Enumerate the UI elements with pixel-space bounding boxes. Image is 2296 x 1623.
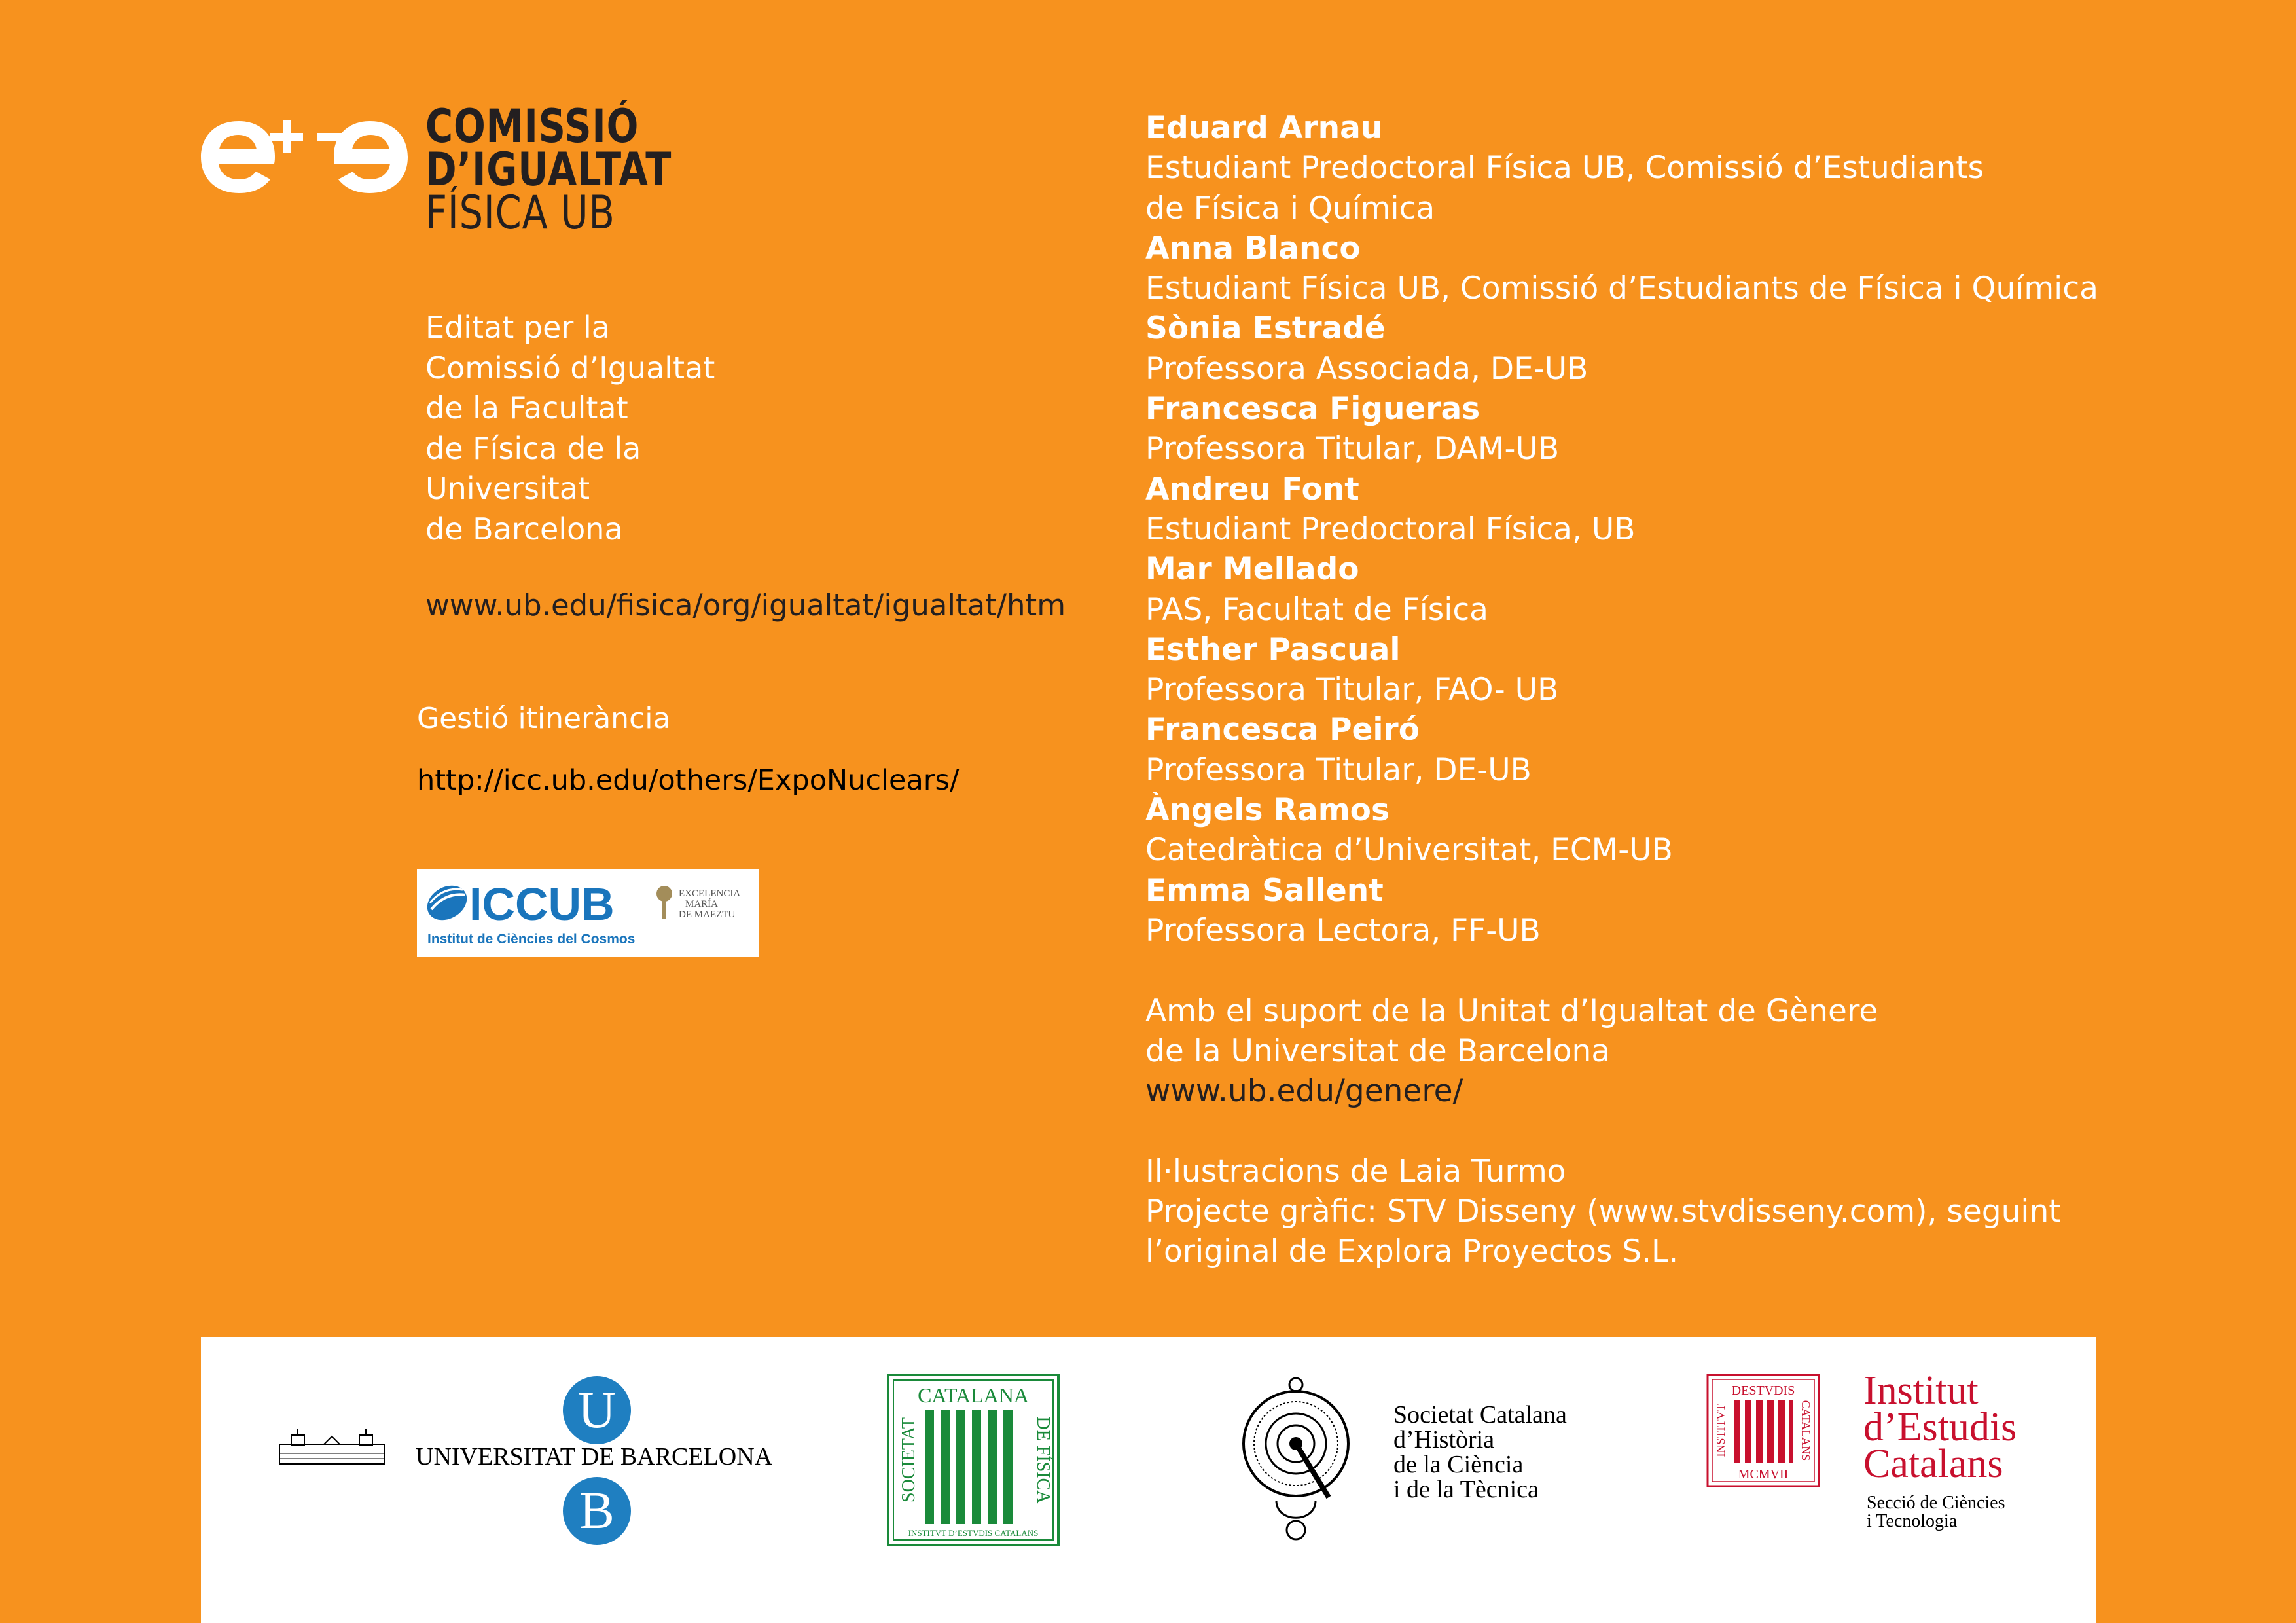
credit-role: Estudiant Física UB, Comissió d’Estudiants de Física i Química bbox=[1145, 270, 2098, 307]
publisher-line: Universitat bbox=[425, 471, 590, 506]
credit-role: Professora Titular, DE-UB bbox=[1145, 752, 1532, 788]
illustrations-line-1: Il·lustracions de Laia Turmo bbox=[1145, 1153, 1566, 1190]
publisher-url-link[interactable]: www.ub.edu/fisica/org/igualtat/igualtat/htm bbox=[425, 588, 1066, 623]
iccub-subtitle: Institut de Ciències del Cosmos bbox=[427, 932, 636, 947]
iccub-swirl-icon bbox=[421, 879, 473, 927]
logo-line-1: COMISSIÓ bbox=[425, 100, 639, 153]
illustrations-line-2: Projecte gràfic: STV Disseny (www.stvdisseny.com), seguint bbox=[1145, 1194, 2061, 1230]
credit-name: Emma Sallent bbox=[1145, 872, 1384, 909]
svg-text:CATALANA: CATALANA bbox=[918, 1383, 1029, 1407]
ub-letter-b: B bbox=[563, 1477, 631, 1545]
publisher-line: de la Facultat bbox=[425, 390, 628, 426]
comissio-igualtat-logo-text bbox=[425, 100, 726, 240]
logo-line-3: FÍSICA UB bbox=[425, 186, 615, 240]
support-line-1: Amb el suport de la Unitat d’Igualtat de Gènere bbox=[1145, 993, 1878, 1029]
credit-role: Estudiant Predoctoral Física UB, Comissió d’Estudiants bbox=[1145, 150, 1984, 187]
itinerancia-url-link[interactable]: http://icc.ub.edu/others/ExpoNuclears/ bbox=[417, 764, 960, 797]
iccub-logo-graphic bbox=[417, 869, 759, 957]
svg-text:INSTITVT: INSTITVT bbox=[1714, 1404, 1727, 1457]
publisher-line: de Física de la bbox=[425, 430, 641, 466]
svg-text:SOCIETAT: SOCIETAT bbox=[899, 1417, 919, 1503]
credit-name: Francesca Figueras bbox=[1145, 391, 1480, 428]
svg-text:MCMVII: MCMVII bbox=[1738, 1467, 1789, 1482]
credit-role: Catedràtica d’Universitat, ECM-UB bbox=[1145, 832, 1673, 869]
schct-name: Societat Catalana d’Història de la Ciència i de la Tècnica bbox=[1393, 1401, 1567, 1503]
ub-name: UNIVERSITAT DE BARCELONA bbox=[416, 1443, 773, 1470]
svg-text:CATALANS: CATALANS bbox=[1799, 1400, 1812, 1461]
svg-text:DE MAEZTU: DE MAEZTU bbox=[679, 909, 736, 920]
support-line-2: de la Universitat de Barcelona bbox=[1145, 1032, 1611, 1069]
plus-icon-v bbox=[283, 120, 291, 153]
maeztu-medal-icon bbox=[656, 886, 672, 902]
iec-section: Secció de Ciències i Tecnologia bbox=[1867, 1493, 2005, 1531]
iccub-title: ICCUB bbox=[469, 879, 615, 930]
spacer bbox=[1145, 1111, 2098, 1151]
comissio-igualtat-logo-mark bbox=[200, 111, 409, 200]
ub-building-icon bbox=[278, 1427, 386, 1468]
support-url-link[interactable]: www.ub.edu/genere/ bbox=[1145, 1073, 1463, 1110]
credit-role: Estudiant Predoctoral Física, UB bbox=[1145, 511, 1636, 547]
svg-text:MARÍA: MARÍA bbox=[685, 899, 719, 909]
iec-seal-icon bbox=[1706, 1374, 1820, 1487]
iec-title: Institut d’Estudis Catalans bbox=[1863, 1368, 2017, 1486]
electron-e-glyph bbox=[201, 121, 275, 193]
svg-text:DE FÍSICA: DE FÍSICA bbox=[1033, 1416, 1053, 1504]
publisher-line: Comissió d’Igualtat bbox=[425, 350, 715, 386]
credit-name: Mar Mellado bbox=[1145, 551, 1359, 588]
credit-role: Professora Titular, DAM-UB bbox=[1145, 431, 1560, 467]
credit-name: Sònia Estradé bbox=[1145, 310, 1386, 347]
credits-block bbox=[1145, 108, 2098, 1272]
logo-line-2: D’IGUALTAT bbox=[425, 143, 672, 196]
credit-name: Esther Pascual bbox=[1145, 631, 1401, 668]
sponsor-logos-panel bbox=[201, 1337, 2096, 1623]
schct-astrolabe-icon bbox=[1237, 1366, 1355, 1550]
ub-letter-u: U bbox=[563, 1376, 631, 1444]
societat-catalana-fisica-logo bbox=[887, 1374, 1060, 1546]
credit-role: de Física i Química bbox=[1145, 190, 1435, 227]
credit-role: Professora Lectora, FF-UB bbox=[1145, 912, 1541, 949]
credit-role: Professora Associada, DE-UB bbox=[1145, 350, 1588, 387]
itinerancia-label: Gestió itinerància bbox=[417, 702, 671, 735]
svg-text:DESTVDIS: DESTVDIS bbox=[1731, 1383, 1795, 1398]
svg-text:INSTITVT D’ESTVDIS CATALANS: INSTITVT D’ESTVDIS CATALANS bbox=[908, 1528, 1039, 1538]
spacer bbox=[1145, 951, 2098, 991]
iccub-logo bbox=[417, 869, 759, 957]
credit-name: Anna Blanco bbox=[1145, 230, 1361, 266]
credit-role: Professora Titular, FAO- UB bbox=[1145, 672, 1559, 708]
publisher-block bbox=[425, 308, 715, 549]
illustrations-line-3: l’original de Explora Proyectos S.L. bbox=[1145, 1233, 1679, 1270]
credit-name: Àngels Ramos bbox=[1145, 792, 1390, 829]
credit-name: Francesca Peiró bbox=[1145, 712, 1420, 748]
positron-e-glyph bbox=[334, 121, 408, 193]
credit-name: Andreu Font bbox=[1145, 471, 1359, 507]
credit-name: Eduard Arnau bbox=[1145, 110, 1383, 146]
svg-text:EXCELENCIA: EXCELENCIA bbox=[679, 888, 741, 899]
publisher-line: de Barcelona bbox=[425, 511, 623, 547]
publisher-line: Editat per la bbox=[425, 310, 610, 345]
credit-role: PAS, Facultat de Física bbox=[1145, 591, 1488, 628]
